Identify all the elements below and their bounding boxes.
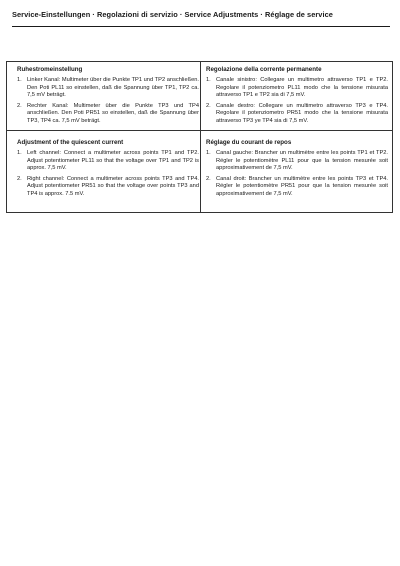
section-italian bbox=[206, 66, 388, 129]
list-item bbox=[206, 77, 388, 100]
section-heading: Regolazione della corrente permanente bbox=[206, 66, 322, 73]
section-german bbox=[17, 66, 199, 129]
step-list bbox=[17, 77, 199, 126]
section-french bbox=[206, 139, 388, 202]
row-divider bbox=[7, 130, 392, 131]
list-item bbox=[206, 150, 388, 173]
header-divider bbox=[12, 26, 390, 27]
section-heading: Réglage du courant de repos bbox=[206, 139, 292, 146]
step-text: Canale destro: Collegare un multimetro attraverso TP3 e TP4. Regolare il potenziometro PR51 modo che la tensione misurata attraverso TP3 ye TP4 sia di 7,5 mV. bbox=[216, 102, 388, 124]
step-list bbox=[206, 150, 388, 199]
list-item bbox=[17, 103, 199, 126]
step-number: 1. bbox=[17, 77, 22, 83]
column-divider bbox=[200, 62, 201, 212]
list-item bbox=[206, 176, 388, 199]
section-heading: Adjustment of the quiescent current bbox=[17, 139, 124, 146]
step-list bbox=[206, 77, 388, 126]
step-number: 2. bbox=[17, 102, 22, 109]
list-item bbox=[17, 176, 199, 199]
step-number: 2. bbox=[17, 175, 22, 182]
step-number: 1. bbox=[17, 150, 22, 156]
section-heading: Ruhestromeinstellung bbox=[17, 66, 83, 73]
page-title: Service-Einstellungen · Regolazioni di servizio · Service Adjustments · Réglage de service bbox=[12, 10, 333, 19]
step-text: Linker Kanal: Multimeter über die Punkte TP1 und TP2 anschließen. Den Poti PL11 so einstellen, daß die Spannung über TP1, TP2 ca. 7,5 mV beträgt. bbox=[27, 77, 199, 99]
step-list bbox=[17, 150, 199, 199]
step-text: Canal gauche: Brancher un multimètre entre les points TP1 et TP2. Régler le potentiomètre PL11 pour que la tension mesurée soit approximativement de 7,5 mV. bbox=[216, 150, 388, 172]
step-number: 1. bbox=[206, 150, 211, 156]
step-text: Right channel: Connect a multimeter across points TP3 and TP4. Adjust potentiometer PR51 so that the voltage over points TP3 and TP4 is approx. 7.5 mV. bbox=[27, 175, 199, 197]
step-text: Left channel: Connect a multimeter across points TP1 and TP2. Adjust potentiometer PL11 so that the voltage over TP1 and TP2 is approx. 7,5 mV. bbox=[27, 150, 199, 172]
step-text: Canal droit: Brancher un multimètre entre les points TP3 et TP4. Régler le potentiomètre PR51 pour que la tension mesurée soit approximativement de 7,5 mV. bbox=[216, 175, 388, 197]
list-item bbox=[17, 150, 199, 173]
step-text: Rechter Kanal: Multimeter über die Punkte TP3 und TP4 anschließen. Den Poti PR51 so einstellen, daß die Spannung über TP3, TP4 ca. 7,5 mV beträgt. bbox=[27, 102, 199, 124]
section-english bbox=[17, 139, 199, 202]
step-number: 2. bbox=[206, 175, 211, 182]
step-number: 2. bbox=[206, 102, 211, 109]
list-item bbox=[206, 103, 388, 126]
step-text: Canale sinistro: Collegare un multimetro attraverso TP1 e TP2. Regolare il potenziometro PL11 modo che la tensione misurata attraverso TP1 e TP2 sia di 7,5 mV. bbox=[216, 77, 388, 99]
step-number: 1. bbox=[206, 77, 211, 83]
list-item bbox=[17, 77, 199, 100]
